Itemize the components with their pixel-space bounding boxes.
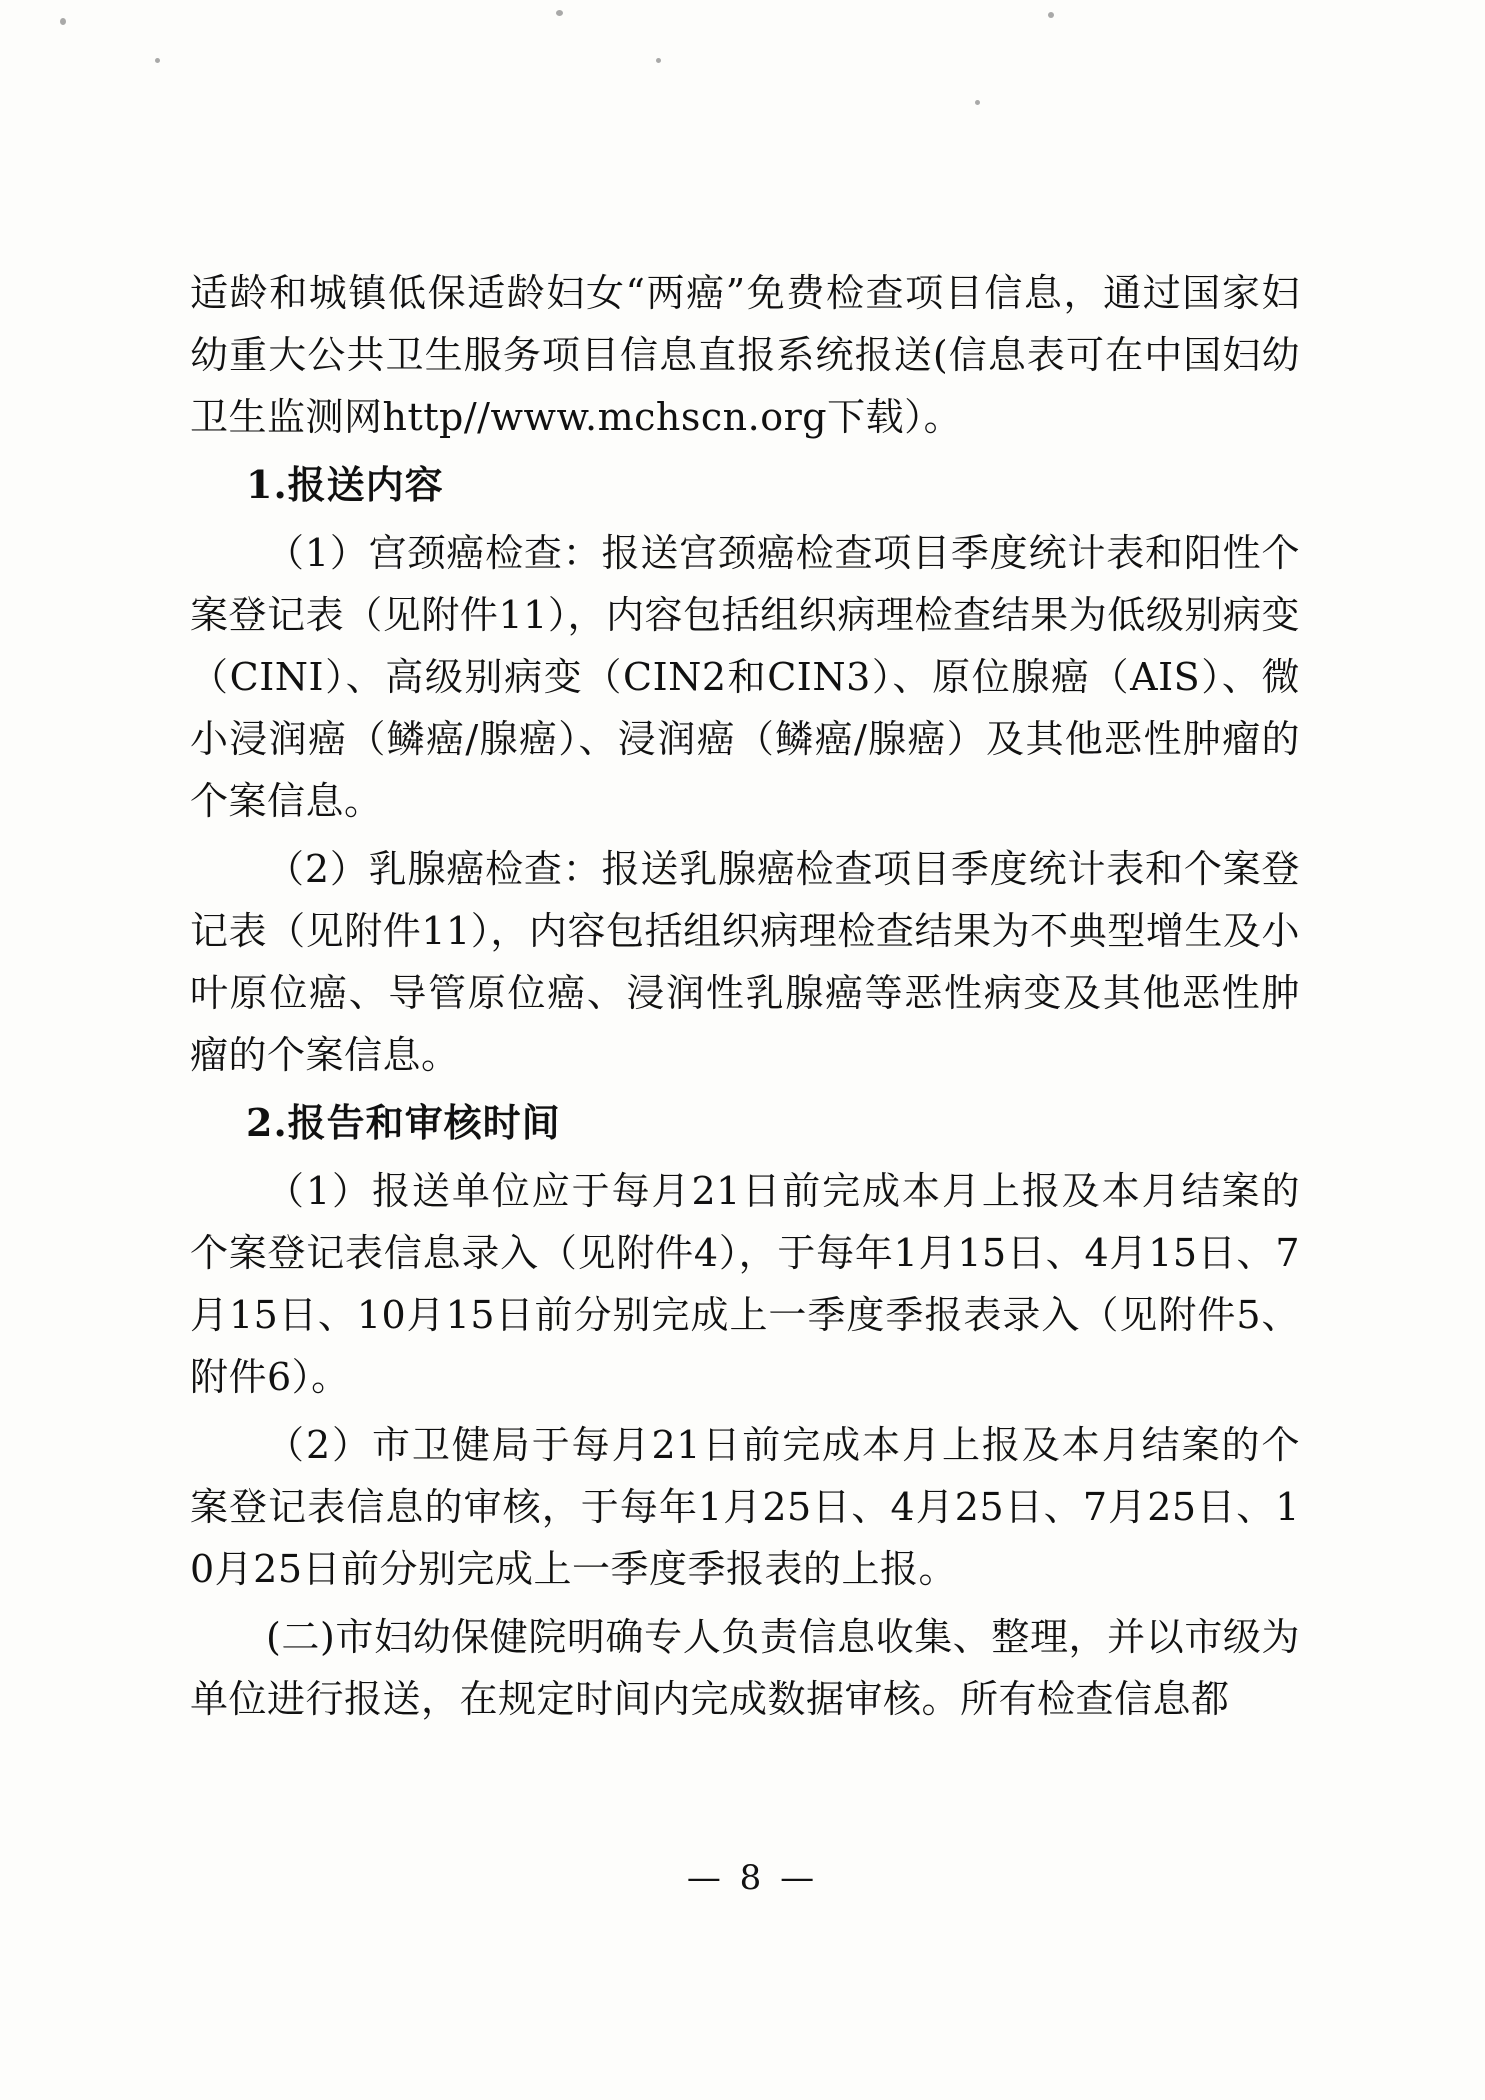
scan-speck-icon bbox=[155, 58, 160, 63]
scan-speck-icon bbox=[975, 100, 980, 105]
scan-speck-icon bbox=[556, 10, 563, 16]
page-number: — 8 — bbox=[686, 1858, 819, 1898]
scan-speck-icon bbox=[60, 18, 66, 25]
paragraph-2-1: （1）报送单位应于每月21日前完成本月上报及本月结案的个案登记表信息录入（见附件4），于每年1月15日、4月15日、7月15日、10月15日前分别完成上一季度季报表录入（见附件5、附件6）。 bbox=[190, 1169, 1300, 1399]
paragraph-1-1: （1）宫颈癌检查：报送宫颈癌检查项目季度统计表和阳性个案登记表（见附件11），内容包括组织病理检查结果为低级别病变（CINI）、高级别病变（CIN2和CIN3）、原位腺癌（AIS）、微小浸润癌（鳞癌/腺癌）、浸润癌（鳞癌/腺癌）及其他恶性肿瘤的个案信息。 bbox=[190, 531, 1300, 823]
paragraph-1-2: （2）乳腺癌检查：报送乳腺癌检查项目季度统计表和个案登记表（见附件11），内容包括组织病理检查结果为不典型增生及小叶原位癌、导管原位癌、浸润性乳腺癌等恶性病变及其他恶性肿瘤的个案信息。 bbox=[190, 847, 1300, 1077]
paragraph-2-2: （2）市卫健局于每月21日前完成本月上报及本月结案的个案登记表信息的审核，于每年1月25日、4月25日、7月25日、10月25日前分别完成上一季度季报表的上报。 bbox=[190, 1423, 1300, 1591]
paragraph-intro: 适龄和城镇低保适龄妇女“两癌”免费检查项目信息，通过国家妇幼重大公共卫生服务项目信息直报系统报送(信息表可在中国妇幼卫生监测网http//www.mchscn.org下载）。 bbox=[190, 271, 1300, 439]
paragraph-2-3: (二)市妇幼保健院明确专人负责信息收集、整理，并以市级为单位进行报送，在规定时间内完成数据审核。所有检查信息都 bbox=[190, 1615, 1300, 1721]
scan-speck-icon bbox=[1048, 12, 1054, 18]
scan-speck-icon bbox=[656, 58, 661, 63]
section-heading-2: 2.报告和审核时间 bbox=[246, 1100, 561, 1145]
document-body bbox=[190, 262, 1300, 1736]
section-heading-1: 1.报送内容 bbox=[246, 462, 444, 507]
